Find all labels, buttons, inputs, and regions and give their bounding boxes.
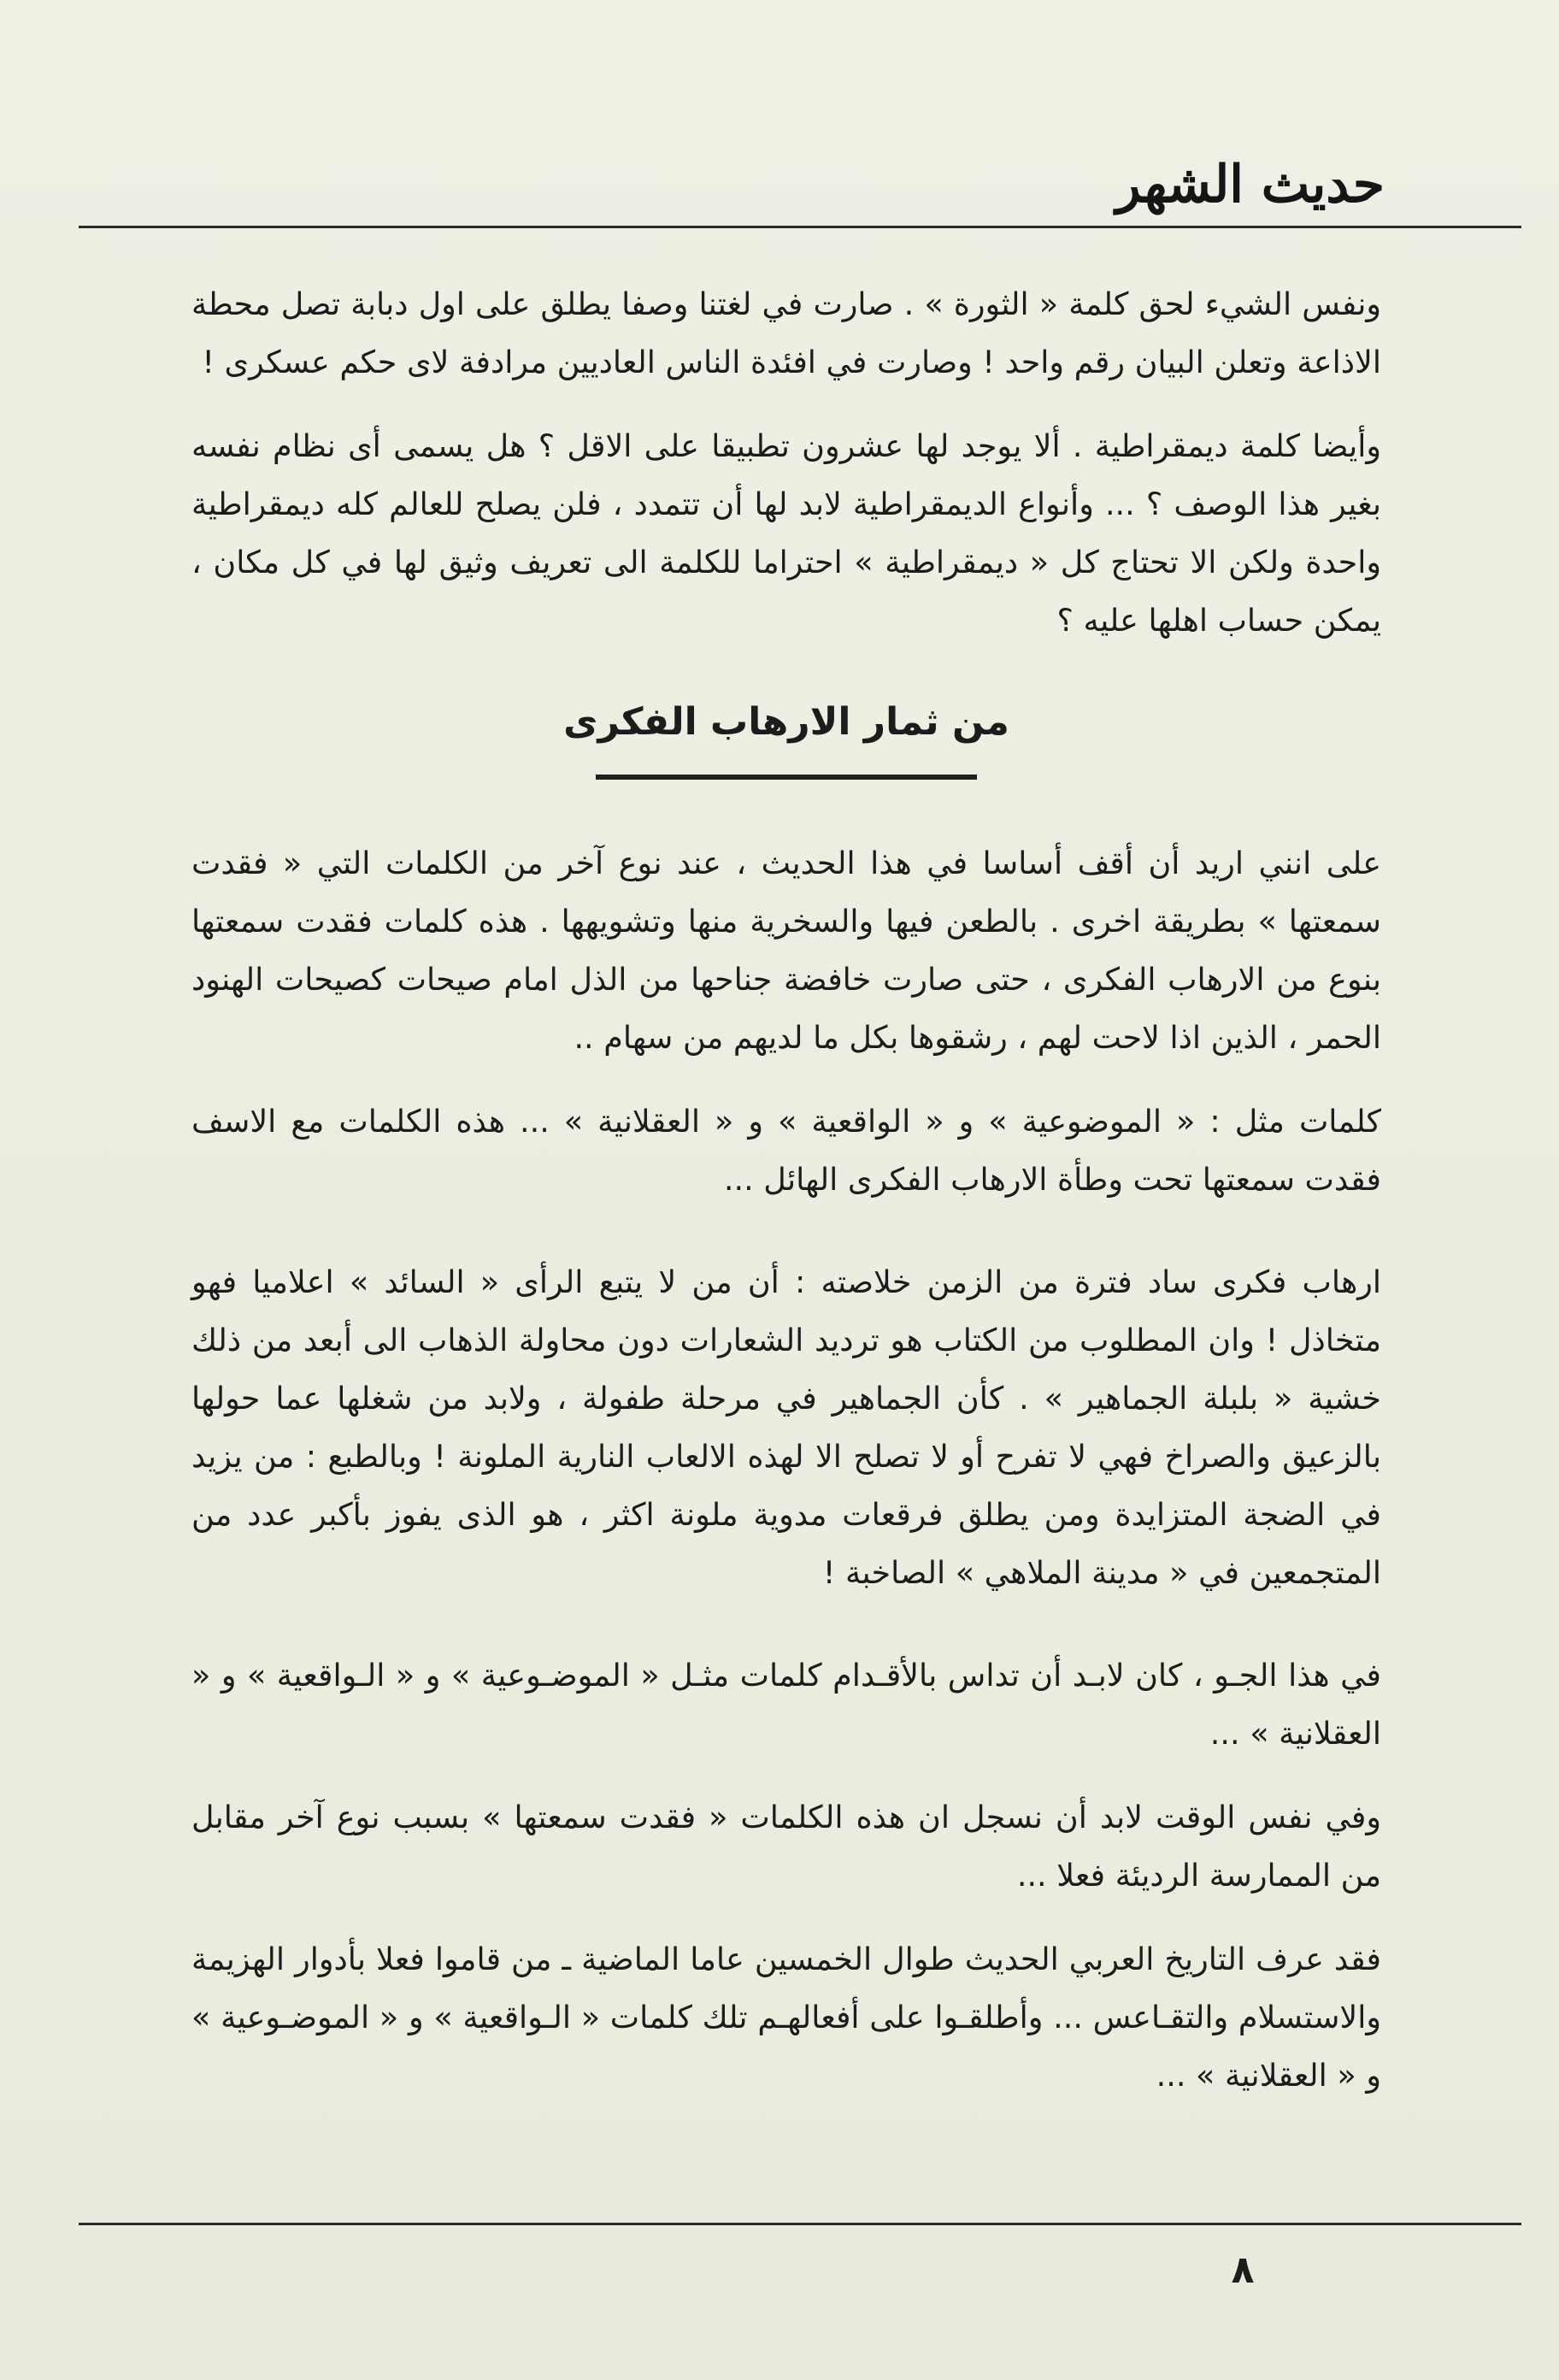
footer-rule	[79, 2223, 1521, 2225]
paragraph: على انني اريد أن أقف أساسا في هذا الحديث ، عند نوع آخر من الكلمات التي « فقدت سمعتها » بطريقة اخرى . بالطعن فيها والسخرية منها وتشويهها . هذه كلمات فقدت سمعتها بنوع من الارهاب الفكرى ، حتى صارت خافضة جناحها من الذل امام صيحات كصيحات الهنود الحمر ، الذين اذا لاحت لهم ، رشقوها بكل ما لديهم من سهام ..	[191, 845, 1381, 1056]
section-heading: من ثمار الارهاب الفكرى	[563, 700, 1009, 744]
paragraph: في هذا الجـو ، كان لابـد أن تداس بالأقـدام كلمات مثـل « الموضـوعية » و « الـواقعية » و « العقلانية » ...	[191, 1657, 1381, 1752]
header-rule	[79, 226, 1521, 228]
paragraph: ونفس الشيء لحق كلمة « الثورة » . صارت في لغتنا وصفا يطلق على اول دبابة تصل محطة الاذاعة وتعلن البيان رقم واحد ! وصارت في افئدة الناس العاديين مرادفة لاى حكم عسكرى !	[191, 286, 1381, 380]
paragraph: وأيضا كلمة ديمقراطية . ألا يوجد لها عشرون تطبيقا على الاقل ؟ هل يسمى أى نظام نفسه بغير هذا الوصف ؟ ... وأنواع الديمقراطية لابد لها أن تتمدد ، فلن يصلح للعالم كله ديمقراطية واحدة ولكن الا تحتاج كل « ديمقراطية » احتراما للكلمة الى تعريف وثيق لها في كل مكان ، يمكن حساب اهلها عليه ؟	[191, 427, 1381, 639]
paragraph: ارهاب فكرى ساد فترة من الزمن خلاصته : أن من لا يتبع الرأى « السائد » اعلاميا فهو متخاذل ! وان المطلوب من الكتاب هو ترديد الشعارات دون محاولة الذهاب الى أبعد من ذلك خشية « بلبلة الجماهير » . كأن الجماهير في مرحلة طفولة ، ولابد من شغلها عما حولها بالزعيق والصراخ فهي لا تفرح أو لا تصلح الا لهذه الالعاب النارية الملونة ! وبالطبع : من يزيد في الضجة المتزايدة ومن يطلق فرقعات مدوية ملونة اكثر ، هو الذى يفوز بأكبر عدد من المتجمعين في « مدينة الملاهي » الصاخبة !	[191, 1264, 1381, 1591]
page-number: ٨	[1231, 2248, 1255, 2292]
paragraph: وفي نفس الوقت لابد أن نسجل ان هذه الكلمات « فقدت سمعتها » بسبب نوع آخر مقابل من الممارسة الرديئة فعلا ...	[191, 1799, 1381, 1894]
section-heading-rule	[596, 775, 977, 780]
article-body	[191, 275, 1381, 2130]
column-title: حديث الشهر	[1115, 155, 1385, 215]
paragraph: فقد عرف التاريخ العربي الحديث طوال الخمسين عاما الماضية ـ من قاموا فعلا بأدوار الهزيمة والاستسلام والتقـاعس ... وأطلقـوا على أفعالهـم تلك كلمات « الـواقعية » و « الموضـوعية » و « العقلانية » ...	[191, 1941, 1381, 2094]
paragraph: كلمات مثل : « الموضوعية » و « الواقعية » و « العقلانية » ... هذه الكلمات مع الاسف فقدت سمعتها تحت وطأة الارهاب الفكرى الهائل ...	[191, 1103, 1381, 1198]
